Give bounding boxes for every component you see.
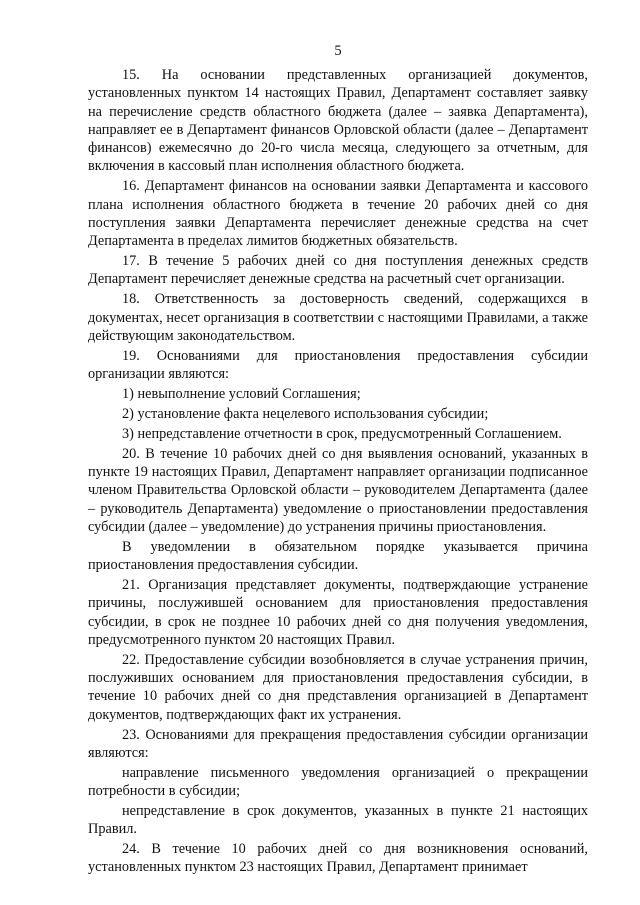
document-page <box>88 42 588 878</box>
list-item-23-1: направление письменного уведомления организацией о прекращении потребности в субсидии; <box>88 764 588 799</box>
paragraph-19: 19. Основаниями для приостановления предоставления субсидии организации являются: <box>88 347 588 383</box>
list-item-19-2: 2) установление факта нецелевого использования субсидии; <box>122 405 489 422</box>
paragraph-20-note: В уведомлении в обязательном порядке указывается причина приостановления предоставления субсидии. <box>88 538 588 574</box>
list-item-19-1: 1) невыполнение условий Соглашения; <box>122 386 361 403</box>
paragraph-17: 17. В течение 5 рабочих дней со дня поступления денежных средств Департамент перечисляет денежные средства на расчетный счет организации. <box>88 253 588 288</box>
list-item-23-2: непредставление в срок документов, указанных в пункте 21 настоящих Правил. <box>88 802 588 838</box>
paragraph-16: 16. Департамент финансов на основании заявки Департамента и кассового плана исполнения областного бюджета в течение 20 рабочих дней со дня поступления заявки Департамента перечисляет денежные средства на счет Департамента в пределах лимитов бюджетных обязательств. <box>88 178 588 250</box>
paragraph-20: 20. В течение 10 рабочих дней со дня выявления оснований, указанных в пункте 19 настоящих Правил, Департамент направляет организации подписанное членом Правительства Орловской области – руководителем Департамента (далее – руководитель Департамента) уведомление о приостановлении предоставления субсидии (далее – уведомление) до устранения причины приостановления. <box>88 445 588 535</box>
paragraph-21: 21. Организация представляет документы, подтверждающие устранение причины, послужившей основанием для приостановления предоставления субсидии, в срок не позднее 10 рабочих дней со дня получения уведомления, предусмотренного пунктом 20 настоящих Правил. <box>88 576 588 648</box>
list-item-19-3: 3) непредставление отчетности в срок, предусмотренный Соглашением. <box>122 425 562 442</box>
paragraph-18: 18. Ответственность за достоверность сведений, содержащихся в документах, несет организация в соответствии с настоящими Правилами, а также действующим законодательством. <box>88 291 588 344</box>
paragraph-15: 15. На основании представленных организацией документов, установленных пунктом 14 настоящих Правил, Департамент составляет заявку на перечисление средств областного бюджета (далее – заявка Департамента), направляет ее в Департамент финансов Орловской области (далее – Департамент финансов) ежемесячно до 20-го числа месяца, следующего за отчетным, для включения в кассовый план исполнения областного бюджета. <box>88 67 588 175</box>
paragraph-24: 24. В течение 10 рабочих дней со дня возникновения оснований, установленных пунктом 23 настоящих Правил, Департамент принимает <box>88 841 588 876</box>
page-number: 5 <box>334 43 342 59</box>
paragraph-23: 23. Основаниями для прекращения предоставления субсидии организации являются: <box>88 726 588 761</box>
paragraph-22: 22. Предоставление субсидии возобновляется в случае устранения причин, послуживших основанием для приостановления предоставления субсидии, в течение 10 рабочих дней со дня представления организацией в Департамент документов, подтверждающих факт их устранения. <box>88 651 588 723</box>
